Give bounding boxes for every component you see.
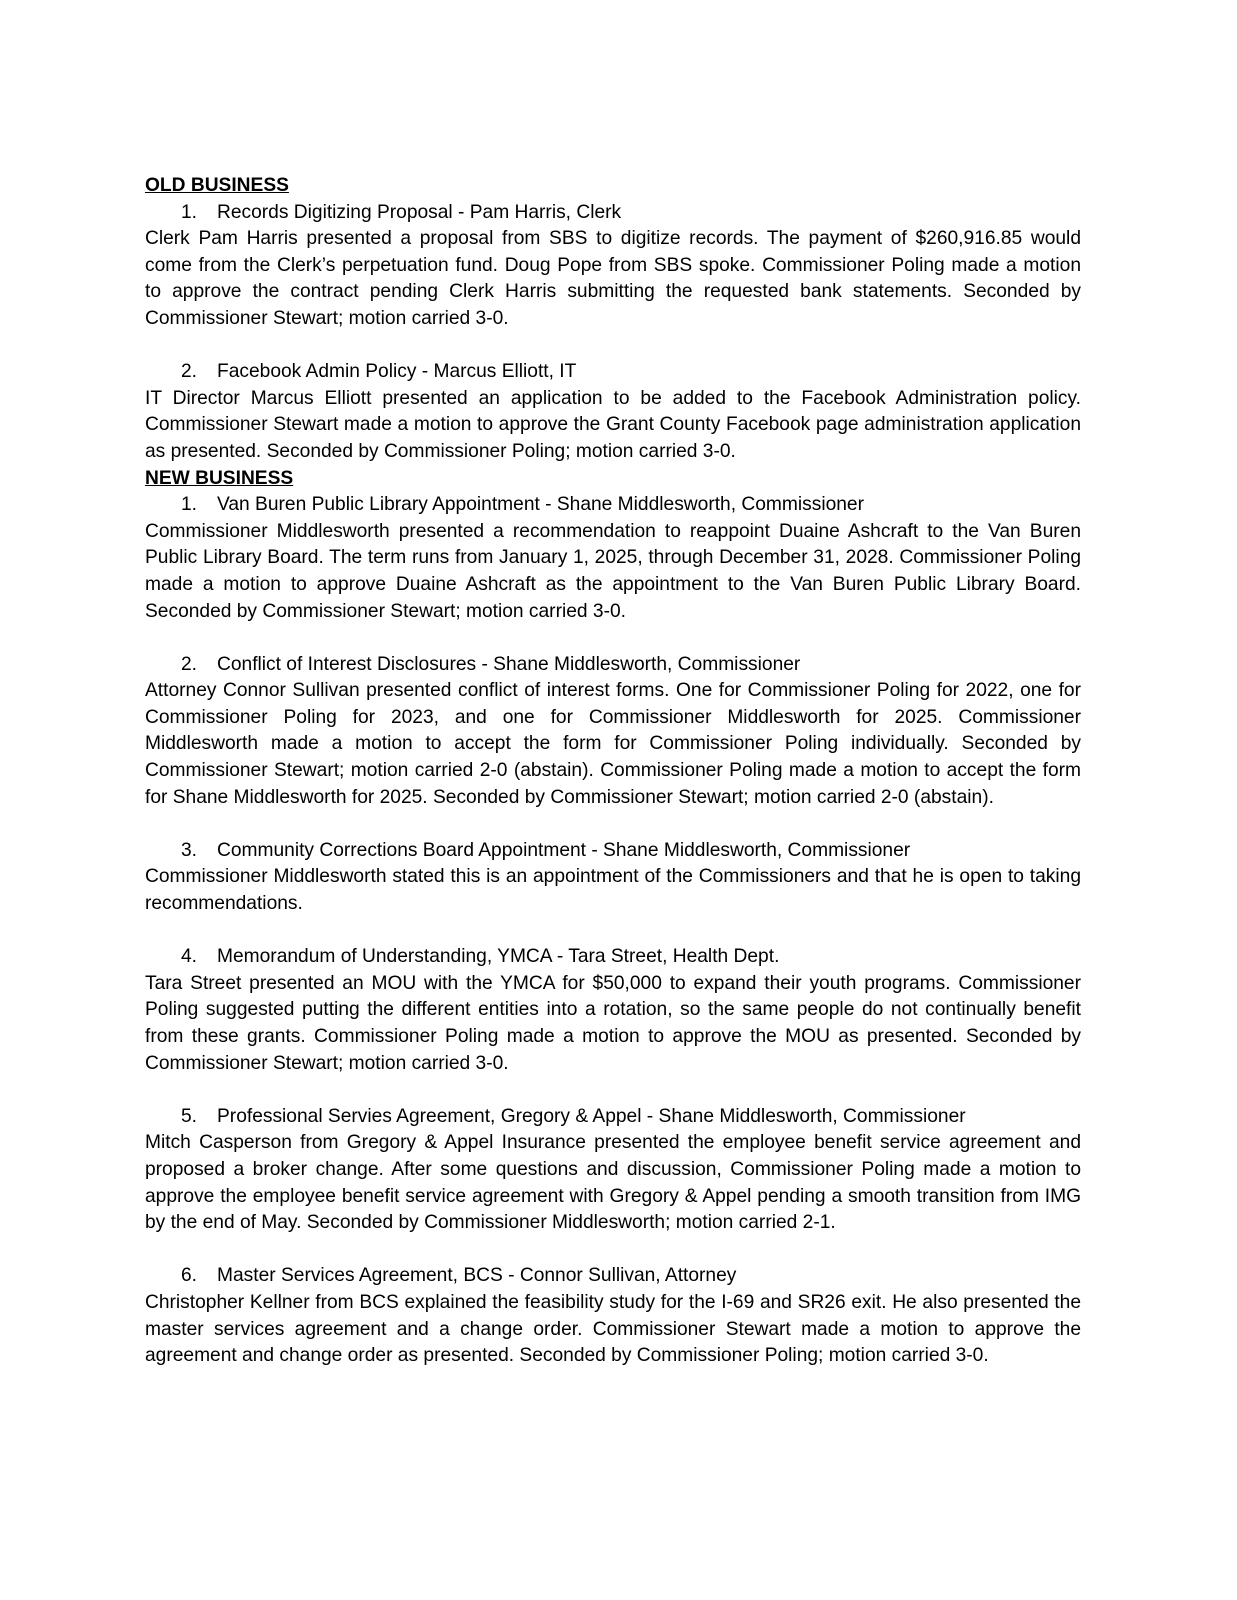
item-title-text: Records Digitizing Proposal - Pam Harris, Clerk [217,201,622,223]
minutes-content [145,173,1081,1370]
item-body: Commissioner Middlesworth stated this is an appointment of the Commissioners and that he is open to taking recommendations. [145,866,1081,915]
item-body: Commissioner Middlesworth presented a recommendation to reappoint Duaine Ashcraft to the Van Buren Public Library Board. The term runs from January 1, 2025, through December 31, 2028. Commissioner Poling made a motion to approve Duaine Ashcraft as the appointment to the Van Buren Public Library Board. Seconded by Commissioner Stewart; motion carried 3-0. [145,520,1081,622]
item-title-text: Professional Servies Agreement, Gregory & Appel - Shane Middlesworth, Commissioner [217,1105,966,1127]
new-business-item-3 [145,838,1081,918]
item-title [145,1104,1081,1131]
item-title-text: Facebook Admin Policy - Marcus Elliott, IT [217,361,577,383]
item-body: Mitch Casperson from Gregory & Appel Insurance presented the employee benefit service agreement and proposed a broker change. After some questions and discussion, Commissioner Poling made a motion to approve the employee benefit service agreement with Gregory & Appel pending a smooth transition from IMG by the end of May. Seconded by Commissioner Middlesworth; motion carried 2-1. [145,1132,1081,1234]
item-number: 3. [181,839,198,861]
item-number: 6. [181,1265,198,1287]
item-title [145,359,1081,386]
old-business-item-2 [145,359,1081,465]
item-body: IT Director Marcus Elliott presented an application to be added to the Facebook Administration policy. Commissioner Stewart made a motion to approve the Grant County Facebook page administration application as presented. Seconded by Commissioner Poling; motion carried 3-0. [145,387,1081,462]
item-title [145,652,1081,679]
new-business-heading: NEW BUSINESS [145,467,294,489]
item-title [145,492,1081,519]
new-business-item-5 [145,1104,1081,1237]
item-number: 2. [181,361,198,383]
item-number: 2. [181,653,198,675]
old-business-heading: OLD BUSINESS [145,175,289,196]
new-business-item-6 [145,1263,1081,1369]
item-title-text: Master Services Agreement, BCS - Connor Sullivan, Attorney [217,1265,737,1287]
item-number: 1. [181,201,198,223]
item-body: Attorney Connor Sullivan presented conflict of interest forms. One for Commissioner Poling for 2022, one for Commissioner Poling for 2023, and one for Commissioner Middlesworth for 2025. Commissioner Middlesworth made a motion to accept the form for Commissioner Poling individually. Seconded by Commissioner Stewart; motion carried 2-0 (abstain). Commissioner Poling made a motion to accept the form for Shane Middlesworth for 2025. Seconded by Commissioner Stewart; motion carried 2-0 (abstain). [145,680,1081,808]
item-title-text: Conflict of Interest Disclosures - Shane Middlesworth, Commissioner [217,653,801,675]
new-business-item-1 [145,492,1081,625]
old-business-section [145,173,1081,466]
new-business-item-2 [145,652,1081,812]
new-business-section [145,466,1081,1370]
item-title [145,944,1081,971]
item-body: Christopher Kellner from BCS explained the feasibility study for the I-69 and SR26 exit. He also presented the master services agreement and a change order. Commissioner Stewart made a motion to approve the agreement and change order as presented. Seconded by Commissioner Poling; motion carried 3-0. [145,1291,1081,1367]
item-title [145,200,1081,227]
new-business-item-4 [145,944,1081,1077]
item-body: Tara Street presented an MOU with the YMCA for $50,000 to expand their youth programs. Commissioner Poling suggested putting the different entities into a rotation, so the same people do not continually benefit from these grants. Commissioner Poling made a motion to approve the MOU as presented. Seconded by Commissioner Stewart; motion carried 3-0. [145,972,1081,1074]
item-title [145,838,1081,865]
item-number: 1. [181,494,198,516]
item-title-text: Van Buren Public Library Appointment - Shane Middlesworth, Commissioner [217,494,864,516]
item-title-text: Community Corrections Board Appointment - Shane Middlesworth, Commissioner [217,839,911,861]
old-business-item-1 [145,200,1081,333]
item-number: 5. [181,1105,198,1127]
item-title-text: Memorandum of Understanding, YMCA - Tara Street, Health Dept. [217,946,780,968]
item-body: Clerk Pam Harris presented a proposal from SBS to digitize records. The payment of $260,916.85 would come from the Clerk’s perpetuation fund. Doug Pope from SBS spoke. Commissioner Poling made a motion to approve the contract pending Clerk Harris submitting the requested bank statements. Seconded by Commissioner Stewart; motion carried 3-0. [145,228,1081,329]
item-number: 4. [181,946,198,968]
item-title [145,1263,1081,1290]
